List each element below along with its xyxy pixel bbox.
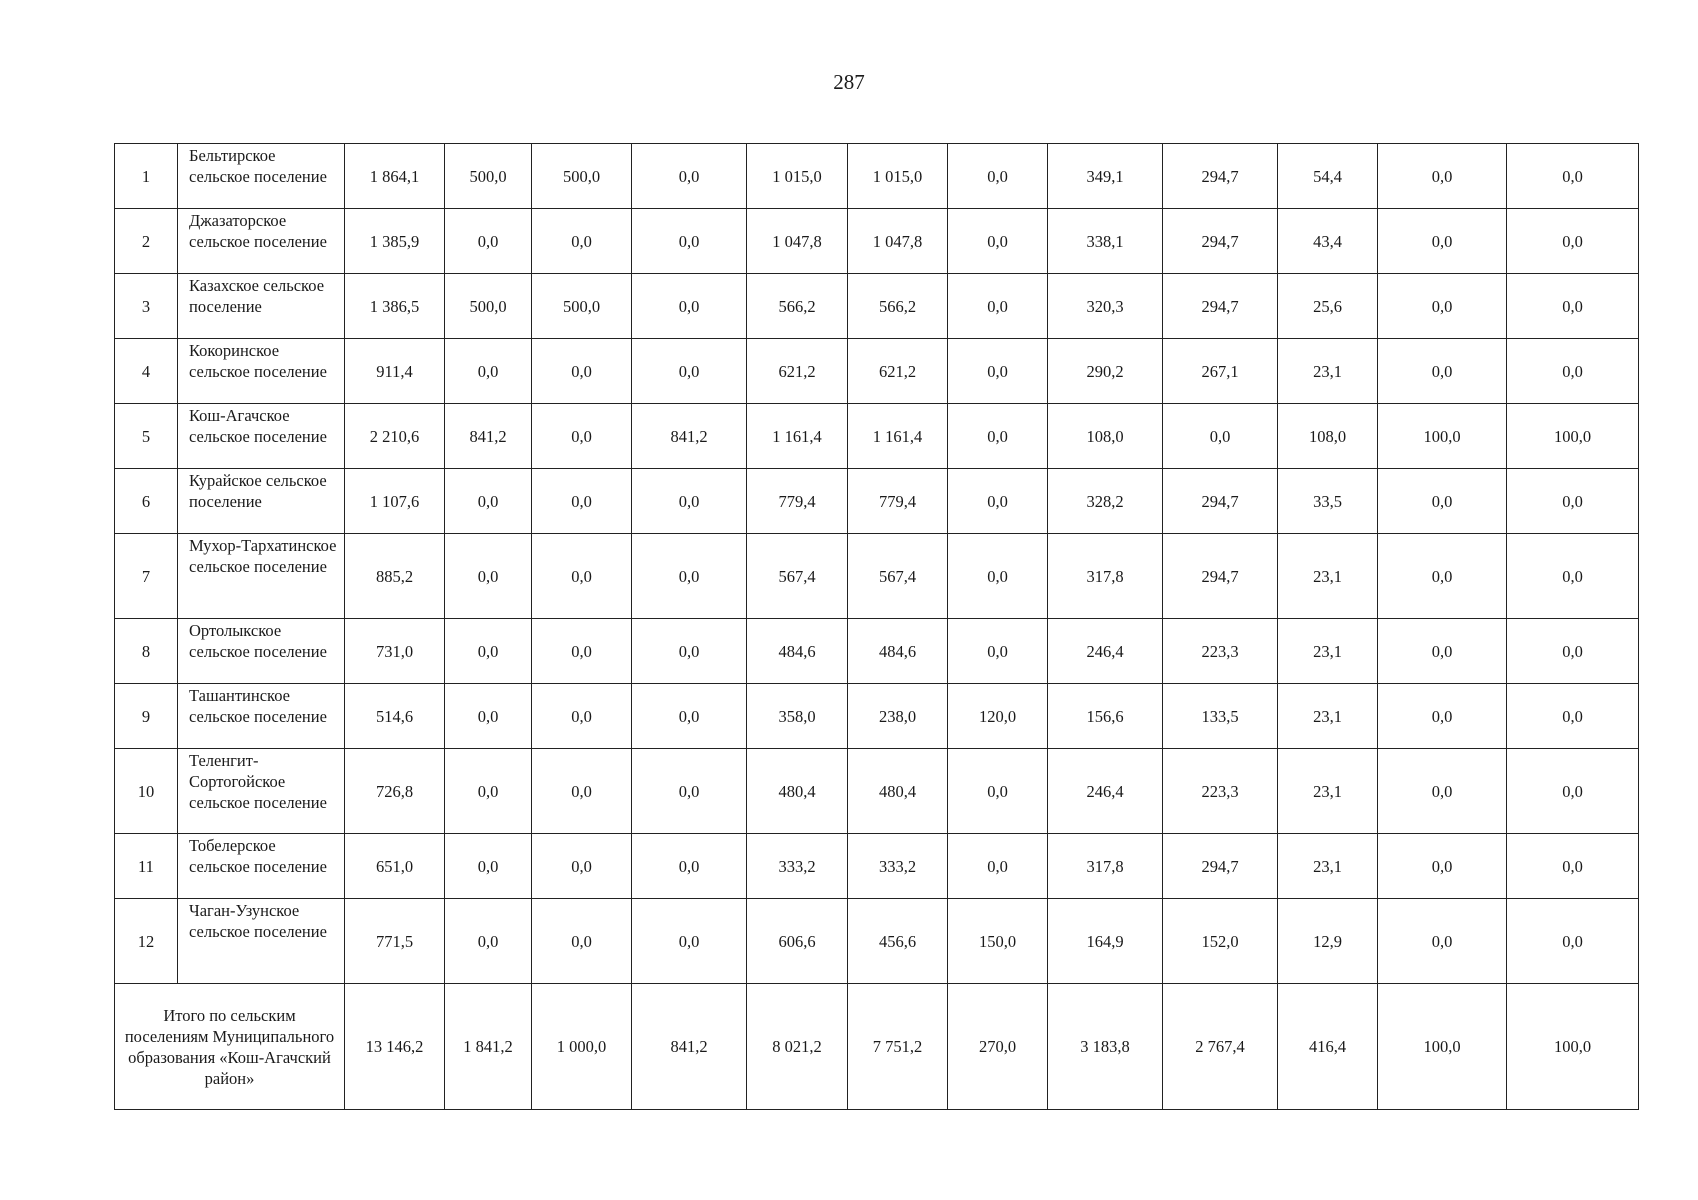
value-cell: 0,0 [532,834,632,899]
value-cell: 294,7 [1163,274,1278,339]
row-number: 7 [115,534,178,619]
value-cell: 841,2 [445,404,532,469]
value-cell: 0,0 [1378,899,1507,984]
table-row [115,684,1639,749]
value-cell: 0,0 [1507,834,1639,899]
settlement-name: Ташантинское сельское поселение [178,684,345,749]
value-cell: 0,0 [445,534,532,619]
value-cell: 0,0 [532,339,632,404]
settlement-name: Джазаторское сельское поселение [178,209,345,274]
value-cell: 1 386,5 [345,274,445,339]
row-number: 10 [115,749,178,834]
value-cell: 567,4 [747,534,848,619]
value-cell: 0,0 [1507,144,1639,209]
row-number: 4 [115,339,178,404]
value-cell: 223,3 [1163,749,1278,834]
value-cell: 480,4 [848,749,948,834]
value-cell: 333,2 [848,834,948,899]
value-cell: 0,0 [1378,684,1507,749]
value-cell: 1 107,6 [345,469,445,534]
table-row [115,339,1639,404]
page-number: 287 [833,70,865,94]
value-cell: 567,4 [848,534,948,619]
value-cell: 500,0 [445,274,532,339]
value-cell: 238,0 [848,684,948,749]
total-value-cell: 13 146,2 [345,984,445,1110]
value-cell: 100,0 [1507,404,1639,469]
value-cell: 0,0 [445,469,532,534]
settlement-name: Тобелерское сельское поселение [178,834,345,899]
value-cell: 1 161,4 [747,404,848,469]
value-cell: 0,0 [948,209,1048,274]
value-cell: 317,8 [1048,534,1163,619]
value-cell: 294,7 [1163,469,1278,534]
value-cell: 0,0 [532,534,632,619]
total-value-cell: 100,0 [1378,984,1507,1110]
value-cell: 100,0 [1378,404,1507,469]
table-row [115,834,1639,899]
value-cell: 621,2 [848,339,948,404]
total-value-cell: 270,0 [948,984,1048,1110]
value-cell: 0,0 [948,534,1048,619]
value-cell: 0,0 [1378,619,1507,684]
value-cell: 0,0 [532,684,632,749]
value-cell: 771,5 [345,899,445,984]
row-number: 2 [115,209,178,274]
value-cell: 480,4 [747,749,848,834]
value-cell: 108,0 [1048,404,1163,469]
row-number: 1 [115,144,178,209]
settlement-name: Кош-Агачское сельское поселение [178,404,345,469]
value-cell: 0,0 [948,404,1048,469]
value-cell: 246,4 [1048,749,1163,834]
value-cell: 484,6 [747,619,848,684]
value-cell: 23,1 [1278,339,1378,404]
value-cell: 500,0 [532,144,632,209]
table-row [115,144,1639,209]
value-cell: 0,0 [948,469,1048,534]
value-cell: 1 047,8 [848,209,948,274]
total-value-cell: 2 767,4 [1163,984,1278,1110]
value-cell: 1 047,8 [747,209,848,274]
row-number: 11 [115,834,178,899]
value-cell: 0,0 [948,834,1048,899]
value-cell: 500,0 [445,144,532,209]
row-number: 5 [115,404,178,469]
value-cell: 150,0 [948,899,1048,984]
value-cell: 0,0 [1507,534,1639,619]
value-cell: 0,0 [1378,749,1507,834]
value-cell: 0,0 [445,899,532,984]
value-cell: 484,6 [848,619,948,684]
settlement-name: Бельтирское сельское поселение [178,144,345,209]
value-cell: 333,2 [747,834,848,899]
value-cell: 606,6 [747,899,848,984]
value-cell: 54,4 [1278,144,1378,209]
value-cell: 120,0 [948,684,1048,749]
value-cell: 0,0 [1507,469,1639,534]
value-cell: 1 161,4 [848,404,948,469]
value-cell: 1 015,0 [747,144,848,209]
total-value-cell: 3 183,8 [1048,984,1163,1110]
table-row [115,619,1639,684]
value-cell: 294,7 [1163,534,1278,619]
table-row [115,899,1639,984]
value-cell: 294,7 [1163,834,1278,899]
total-value-cell: 8 021,2 [747,984,848,1110]
table-row [115,469,1639,534]
value-cell: 0,0 [1163,404,1278,469]
settlement-name: Казахское сельское поселение [178,274,345,339]
value-cell: 885,2 [345,534,445,619]
value-cell: 0,0 [532,619,632,684]
value-cell: 294,7 [1163,144,1278,209]
value-cell: 500,0 [532,274,632,339]
value-cell: 23,1 [1278,834,1378,899]
value-cell: 841,2 [632,404,747,469]
value-cell: 246,4 [1048,619,1163,684]
value-cell: 0,0 [1507,339,1639,404]
value-cell: 779,4 [747,469,848,534]
value-cell: 320,3 [1048,274,1163,339]
value-cell: 328,2 [1048,469,1163,534]
value-cell: 0,0 [532,749,632,834]
value-cell: 294,7 [1163,209,1278,274]
value-cell: 25,6 [1278,274,1378,339]
settlement-name: Курайское сельское поселение [178,469,345,534]
table-row [115,209,1639,274]
value-cell: 0,0 [1378,209,1507,274]
value-cell: 0,0 [1507,684,1639,749]
value-cell: 23,1 [1278,619,1378,684]
settlement-name: Кокоринское сельское поселение [178,339,345,404]
total-row [115,984,1639,1110]
value-cell: 12,9 [1278,899,1378,984]
value-cell: 0,0 [532,404,632,469]
value-cell: 23,1 [1278,684,1378,749]
value-cell: 0,0 [632,274,747,339]
value-cell: 23,1 [1278,749,1378,834]
value-cell: 0,0 [948,619,1048,684]
value-cell: 566,2 [848,274,948,339]
value-cell: 33,5 [1278,469,1378,534]
value-cell: 0,0 [1378,144,1507,209]
value-cell: 0,0 [632,684,747,749]
total-value-cell: 1 000,0 [532,984,632,1110]
row-number: 3 [115,274,178,339]
value-cell: 726,8 [345,749,445,834]
value-cell: 779,4 [848,469,948,534]
total-value-cell: 1 841,2 [445,984,532,1110]
value-cell: 2 210,6 [345,404,445,469]
settlements-budget-table [114,143,1639,1110]
value-cell: 0,0 [1378,469,1507,534]
value-cell: 0,0 [632,144,747,209]
settlement-name: Чаган-Узунское сельское поселение [178,899,345,984]
value-cell: 152,0 [1163,899,1278,984]
value-cell: 317,8 [1048,834,1163,899]
value-cell: 0,0 [445,834,532,899]
value-cell: 514,6 [345,684,445,749]
total-label: Итого по сельским поселениям Муниципального образования «Кош-Агачский район» [115,984,345,1110]
value-cell: 0,0 [1378,534,1507,619]
value-cell: 0,0 [445,209,532,274]
value-cell: 0,0 [1378,834,1507,899]
value-cell: 0,0 [948,749,1048,834]
value-cell: 0,0 [1507,209,1639,274]
value-cell: 1 015,0 [848,144,948,209]
value-cell: 566,2 [747,274,848,339]
table-row [115,749,1639,834]
value-cell: 0,0 [632,469,747,534]
value-cell: 0,0 [445,749,532,834]
value-cell: 0,0 [948,339,1048,404]
row-number: 8 [115,619,178,684]
value-cell: 290,2 [1048,339,1163,404]
value-cell: 0,0 [445,684,532,749]
value-cell: 0,0 [632,834,747,899]
value-cell: 0,0 [632,619,747,684]
value-cell: 1 385,9 [345,209,445,274]
total-value-cell: 416,4 [1278,984,1378,1110]
value-cell: 156,6 [1048,684,1163,749]
row-number: 12 [115,899,178,984]
value-cell: 0,0 [445,339,532,404]
value-cell: 23,1 [1278,534,1378,619]
total-value-cell: 100,0 [1507,984,1639,1110]
value-cell: 0,0 [532,899,632,984]
value-cell: 1 864,1 [345,144,445,209]
value-cell: 731,0 [345,619,445,684]
table-body [115,144,1639,1110]
value-cell: 358,0 [747,684,848,749]
value-cell: 0,0 [1507,899,1639,984]
value-cell: 338,1 [1048,209,1163,274]
row-number: 9 [115,684,178,749]
value-cell: 0,0 [632,749,747,834]
table-row [115,274,1639,339]
settlement-name: Мухор-Тархатинское сельское поселение [178,534,345,619]
value-cell: 651,0 [345,834,445,899]
value-cell: 0,0 [1507,619,1639,684]
value-cell: 0,0 [1378,274,1507,339]
value-cell: 0,0 [632,534,747,619]
value-cell: 133,5 [1163,684,1278,749]
value-cell: 164,9 [1048,899,1163,984]
settlement-name: Ортолыкское сельское поселение [178,619,345,684]
value-cell: 108,0 [1278,404,1378,469]
value-cell: 0,0 [632,209,747,274]
total-value-cell: 841,2 [632,984,747,1110]
value-cell: 267,1 [1163,339,1278,404]
value-cell: 0,0 [532,469,632,534]
value-cell: 621,2 [747,339,848,404]
value-cell: 0,0 [948,274,1048,339]
value-cell: 0,0 [948,144,1048,209]
value-cell: 911,4 [345,339,445,404]
row-number: 6 [115,469,178,534]
value-cell: 223,3 [1163,619,1278,684]
value-cell: 0,0 [1507,749,1639,834]
value-cell: 0,0 [1507,274,1639,339]
value-cell: 0,0 [532,209,632,274]
total-value-cell: 7 751,2 [848,984,948,1110]
value-cell: 0,0 [632,899,747,984]
value-cell: 456,6 [848,899,948,984]
settlement-name: Теленгит-Сортогойское сельское поселение [178,749,345,834]
table-row [115,404,1639,469]
value-cell: 0,0 [632,339,747,404]
value-cell: 0,0 [445,619,532,684]
value-cell: 43,4 [1278,209,1378,274]
value-cell: 0,0 [1378,339,1507,404]
table-row [115,534,1639,619]
value-cell: 349,1 [1048,144,1163,209]
